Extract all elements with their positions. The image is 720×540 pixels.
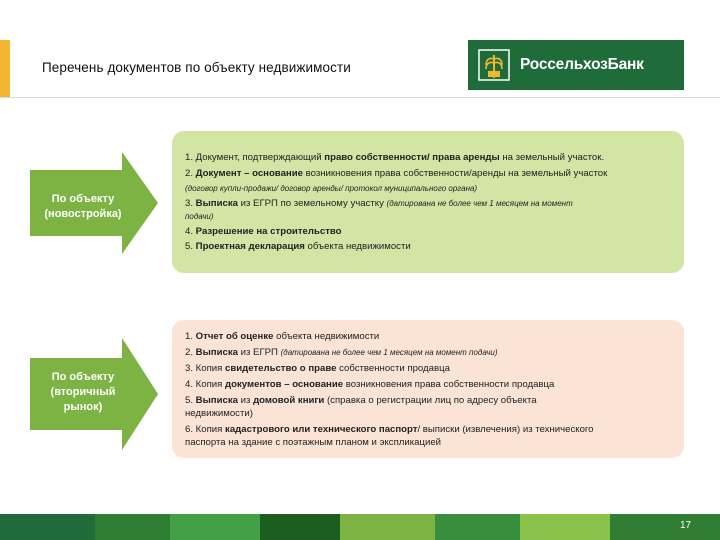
list-item: 5. Выписка из домовой книги (справка о регистрации лиц по адресу объекта: [185, 395, 537, 406]
list-item: 4. Копия документов – основание возникновения права собственности продавца: [185, 379, 555, 390]
footer-segment: [340, 514, 435, 540]
bank-logo: [468, 40, 684, 90]
logo-text: РоссельхозБанк: [520, 56, 644, 73]
header-divider: [0, 97, 720, 98]
label-line: По объекту: [51, 193, 115, 205]
footer-segment: [435, 514, 520, 540]
label-line: По объекту: [51, 371, 115, 383]
label-line: (новостройка): [44, 208, 122, 220]
accent-bar: [0, 40, 10, 98]
list-item-note: подачи): [185, 212, 214, 221]
list-item: паспорта на здание с поэтажным планом и экспликацией: [185, 437, 442, 448]
list-item: 3. Копия свидетельство о праве собственности продавца: [185, 363, 450, 374]
list-item: 6. Копия кадастрового или технического паспорт/ выписки (извлечения) из технического: [185, 424, 594, 435]
page-title: Перечень документов по объекту недвижимости: [42, 60, 351, 75]
label-new-building: [36, 192, 130, 222]
label-line: (вторичный: [50, 386, 116, 398]
list-item: 5. Проектная декларация объекта недвижимости: [185, 241, 411, 252]
footer-segment: [260, 514, 340, 540]
footer-segment: [0, 514, 95, 540]
list-item: 3. Выписка из ЕГРП по земельному участку (датирована не более чем 1 месяцем на момент: [185, 198, 573, 209]
label-line: рынок): [63, 401, 103, 413]
list-item: 1. Документ, подтверждающий право собственности/ права аренды на земельный участок.: [185, 152, 605, 163]
page-number: 17: [680, 520, 692, 531]
footer-segment: [520, 514, 610, 540]
footer-segment: [610, 514, 720, 540]
footer-bar: [0, 514, 720, 540]
list-item: 2. Документ – основание возникновения права собственности/аренды на земельный участок: [185, 168, 608, 179]
list-item: 2. Выписка из ЕГРП (датирована не более чем 1 месяцем на момент подачи): [185, 347, 498, 358]
wheat-emblem-icon: [474, 45, 514, 85]
label-secondary-market: [36, 370, 130, 415]
list-item: 4. Разрешение на строительство: [185, 226, 342, 237]
footer-segment: [170, 514, 260, 540]
list-item: 1. Отчет об оценке объекта недвижимости: [185, 331, 380, 342]
list-item-note: (договор купли-продажи/ договор аренды/ протокол муниципального органа): [185, 184, 478, 193]
footer-segment: [95, 514, 170, 540]
list-item: недвижимости): [185, 408, 253, 419]
